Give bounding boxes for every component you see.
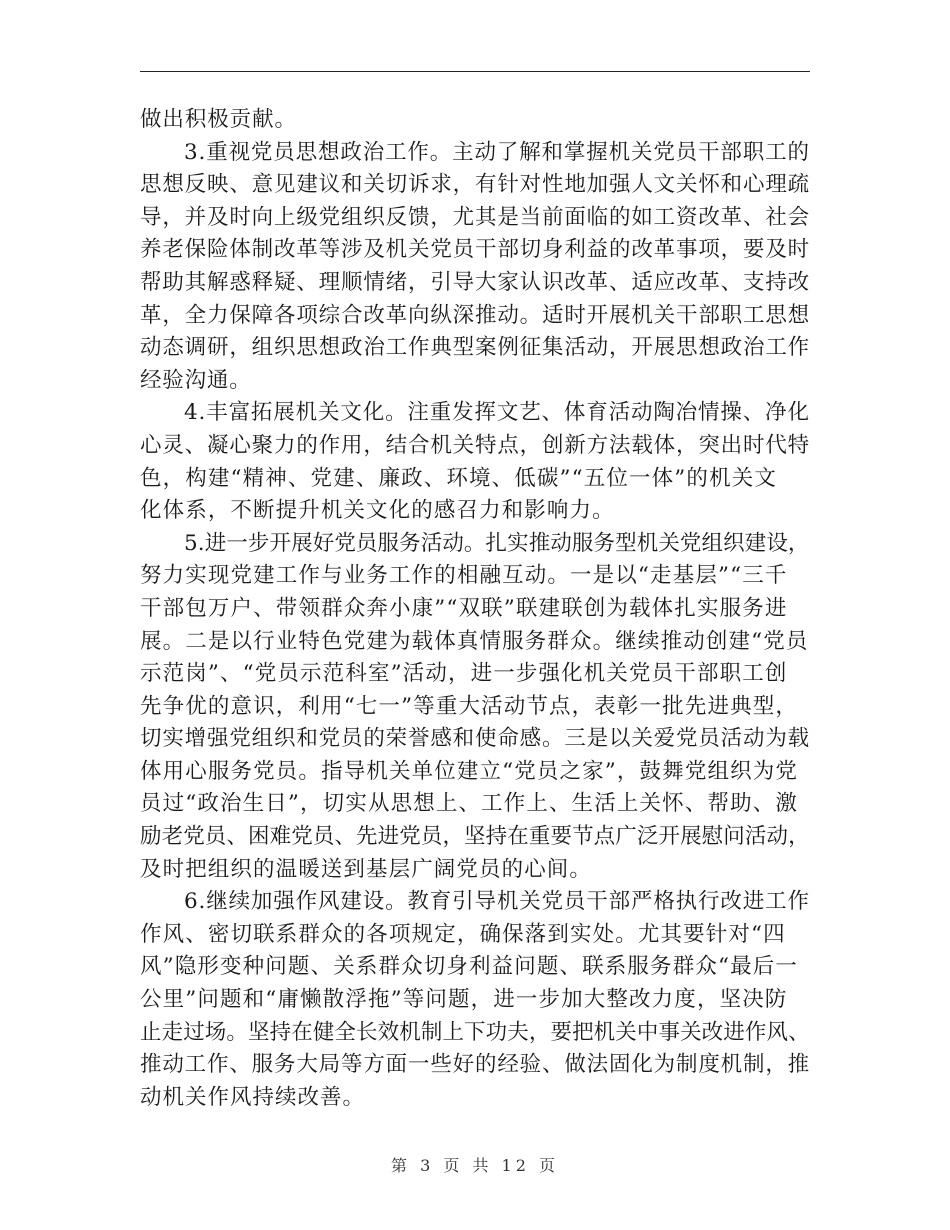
text-line: 3.重视党员思想政治工作。主动了解和掌握机关党员干部职工的 [184,139,810,165]
text-line: 革，全力保障各项综合改革向纵深推动。适时开展机关干部职工思想 [140,302,811,328]
header-rule [140,71,810,72]
text-line: 动机关作风持续改善。 [140,1084,366,1110]
document-body [140,104,812,1114]
text-line: 5.进一步开展好党员服务活动。扎实推动服务型机关党组织建设， [184,530,810,556]
text-line: 作风、密切联系群众的各项规定，确保落到实处。尤其要针对“四 [140,921,786,947]
text-line: 经验沟通。 [140,367,252,393]
text-line: 励老党员、困难党员、先进党员，坚持在重要节点广泛开展慰问活动， [140,824,810,850]
text-line: 推动工作、服务大局等方面一些好的经验、做法固化为制度机制，推 [140,1052,811,1078]
text-line: 先争优的意识，利用“七一”等重大活动节点，表彰一批先进典型， [140,693,798,719]
text-line: 努力实现党建工作与业务工作的相融互动。一是以“走基层”“三千 [140,563,788,589]
text-line: 色，构建“精神、党建、廉政、环境、低碳”“五位一体”的机关文 [140,465,777,491]
text-line: 示范岗”、“党员示范科室”活动，进一步强化机关党员干部职工创 [140,661,788,687]
text-line: 切实增强党组织和党员的荣誉感和使命感。三是以关爱党员活动为载 [140,726,811,752]
text-line: 体用心服务党员。指导机关单位建立“党员之家”，鼓舞党组织为党 [140,758,798,784]
text-line: 风”隐形变种问题、关系群众切身利益问题、联系服务群众“最后一 [140,954,798,980]
text-line: 及时把组织的温暖送到基层广阔党员的心间。 [140,856,593,882]
text-line: 化体系，不断提升机关文化的感召力和影响力。 [140,498,615,524]
text-line: 员过“政治生日”，切实从思想上、工作上、生活上关怀、帮助、激 [140,791,798,817]
text-line: 心灵、凝心聚力的作用，结合机关特点，创新方法载体，突出时代特 [140,432,811,458]
text-line: 做出积极贡献。 [140,107,297,132]
text-line: 帮助其解惑释疑、理顺情绪，引导大家认识改革、适应改革、支持改 [140,269,811,295]
text-line: 展。二是以行业特色党建为载体真情服务群众。继续推动创建“党员 [140,628,809,654]
text-line: 止走过场。坚持在健全长效机制上下功夫，要把机关中事关改进作风、 [140,1019,810,1045]
text-line: 4.丰富拓展机关文化。注重发挥文艺、体育活动陶冶情操、净化 [184,400,810,426]
text-line: 动态调研，组织思想政治工作典型案例征集活动，开展思想政治工作 [140,335,811,361]
text-line: 公里”问题和“庸懒散浮拖”等问题，进一步加大整改力度，坚决防 [140,987,788,1013]
page-number-footer: 第 3 页 共 12 页 [391,1156,559,1175]
text-line: 干部包万户、带领群众奔小康”“双联”联建联创为载体扎实服务进 [140,595,788,621]
text-line: 思想反映、意见建议和关切诉求，有针对性地加强人文关怀和心理疏 [140,172,811,198]
text-line: 导，并及时向上级党组织反馈，尤其是当前面临的如工资改革、社会 [140,204,811,230]
text-line: 养老保险体制改革等涉及机关党员干部切身利益的改革事项，要及时 [140,237,811,263]
text-line: 6.继续加强作风建设。教育引导机关党员干部严格执行改进工作 [184,889,810,915]
